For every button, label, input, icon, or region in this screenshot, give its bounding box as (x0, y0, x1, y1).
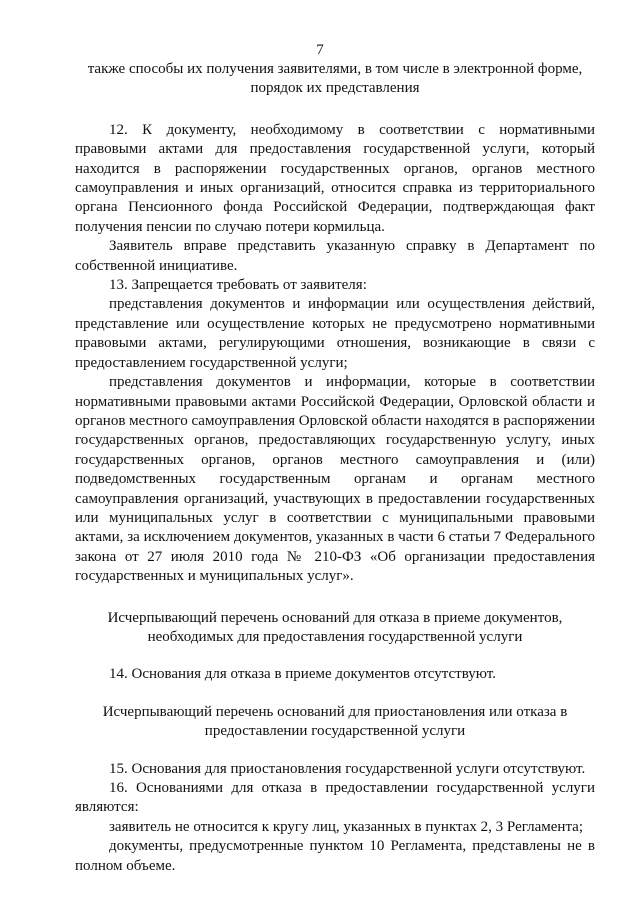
paragraph-16-item-2: документы, предусмотренные пунктом 10 Регламента, представлены не в полном объеме. (75, 838, 595, 874)
spacer (75, 587, 595, 609)
paragraph-12-note: Заявитель вправе представить указанную справку в Департамент по собственной инициативе. (75, 238, 595, 274)
paragraph-13-item-1: представления документов и информации или осуществления действий, представление или осуществление которых не предусмотрено нормативными правовыми актами, регулирующими отношения, возникающие в связи с предоставлением государственной услуги; (75, 296, 595, 371)
section-header-continuation: также способы их получения заявителями, в том числе в электронной форме, порядок их представления (87, 61, 583, 97)
paragraph-16-item-1: заявитель не относится к кругу лиц, указанных в пунктах 2, 3 Регламента; (109, 818, 584, 835)
paragraph-16: 16. Основаниями для отказа в предоставлении государственной услуги являются: (75, 780, 595, 816)
section-heading-suspension-refusal: Исчерпывающий перечень оснований для приостановления или отказа в предоставлении государственной услуги (102, 703, 568, 740)
spacer (75, 99, 595, 121)
page-number: 7 (316, 42, 324, 58)
paragraph-12: 12. К документу, необходимому в соответствии с нормативными правовыми актами для предоставления государственной услуги, который находится в распоряжении государственных органов, органов местного самоуправления и иных организаций, относится справка из территориального органа Пенсионного фонда Российской Федерации, подтверждающая факт получения пенсии по случаю потери кормильца. (75, 121, 595, 235)
spacer (75, 685, 595, 703)
paragraph-15: 15. Основания для приостановления государственной услуги отсутствуют. (109, 760, 586, 777)
spacer (75, 742, 595, 760)
paragraph-13: 13. Запрещается требовать от заявителя: (109, 277, 367, 294)
section-heading-refusal-acceptance: Исчерпывающий перечень оснований для отказа в приеме документов, необходимых для предоставления государственной услуги (107, 609, 563, 645)
paragraph-13-item-2: представления документов и информации, которые в соответствии нормативными правовыми актами Российской Федерации, Орловской области и органов местного самоуправления Орловской области находятся в распоряжении государственных органов, предоставляющих государственную услугу, иных государственных органов, органов местного самоуправления и (или) подведомственных государственным органам и органам местного самоуправления организаций, участвующих в предоставлении государственных или муниципальных услуг в соответствии с муниципальными правовыми актами, за исключением документов, указанных в части 6 статьи 7 Федерального закона от 27 июля 2010 года № 210-ФЗ «Об организации предоставления государственных и муниципальных услуг». (75, 374, 596, 585)
paragraph-14: 14. Основания для отказа в приеме документов отсутствуют. (109, 666, 496, 683)
spacer (75, 647, 595, 665)
document-body (75, 60, 595, 876)
